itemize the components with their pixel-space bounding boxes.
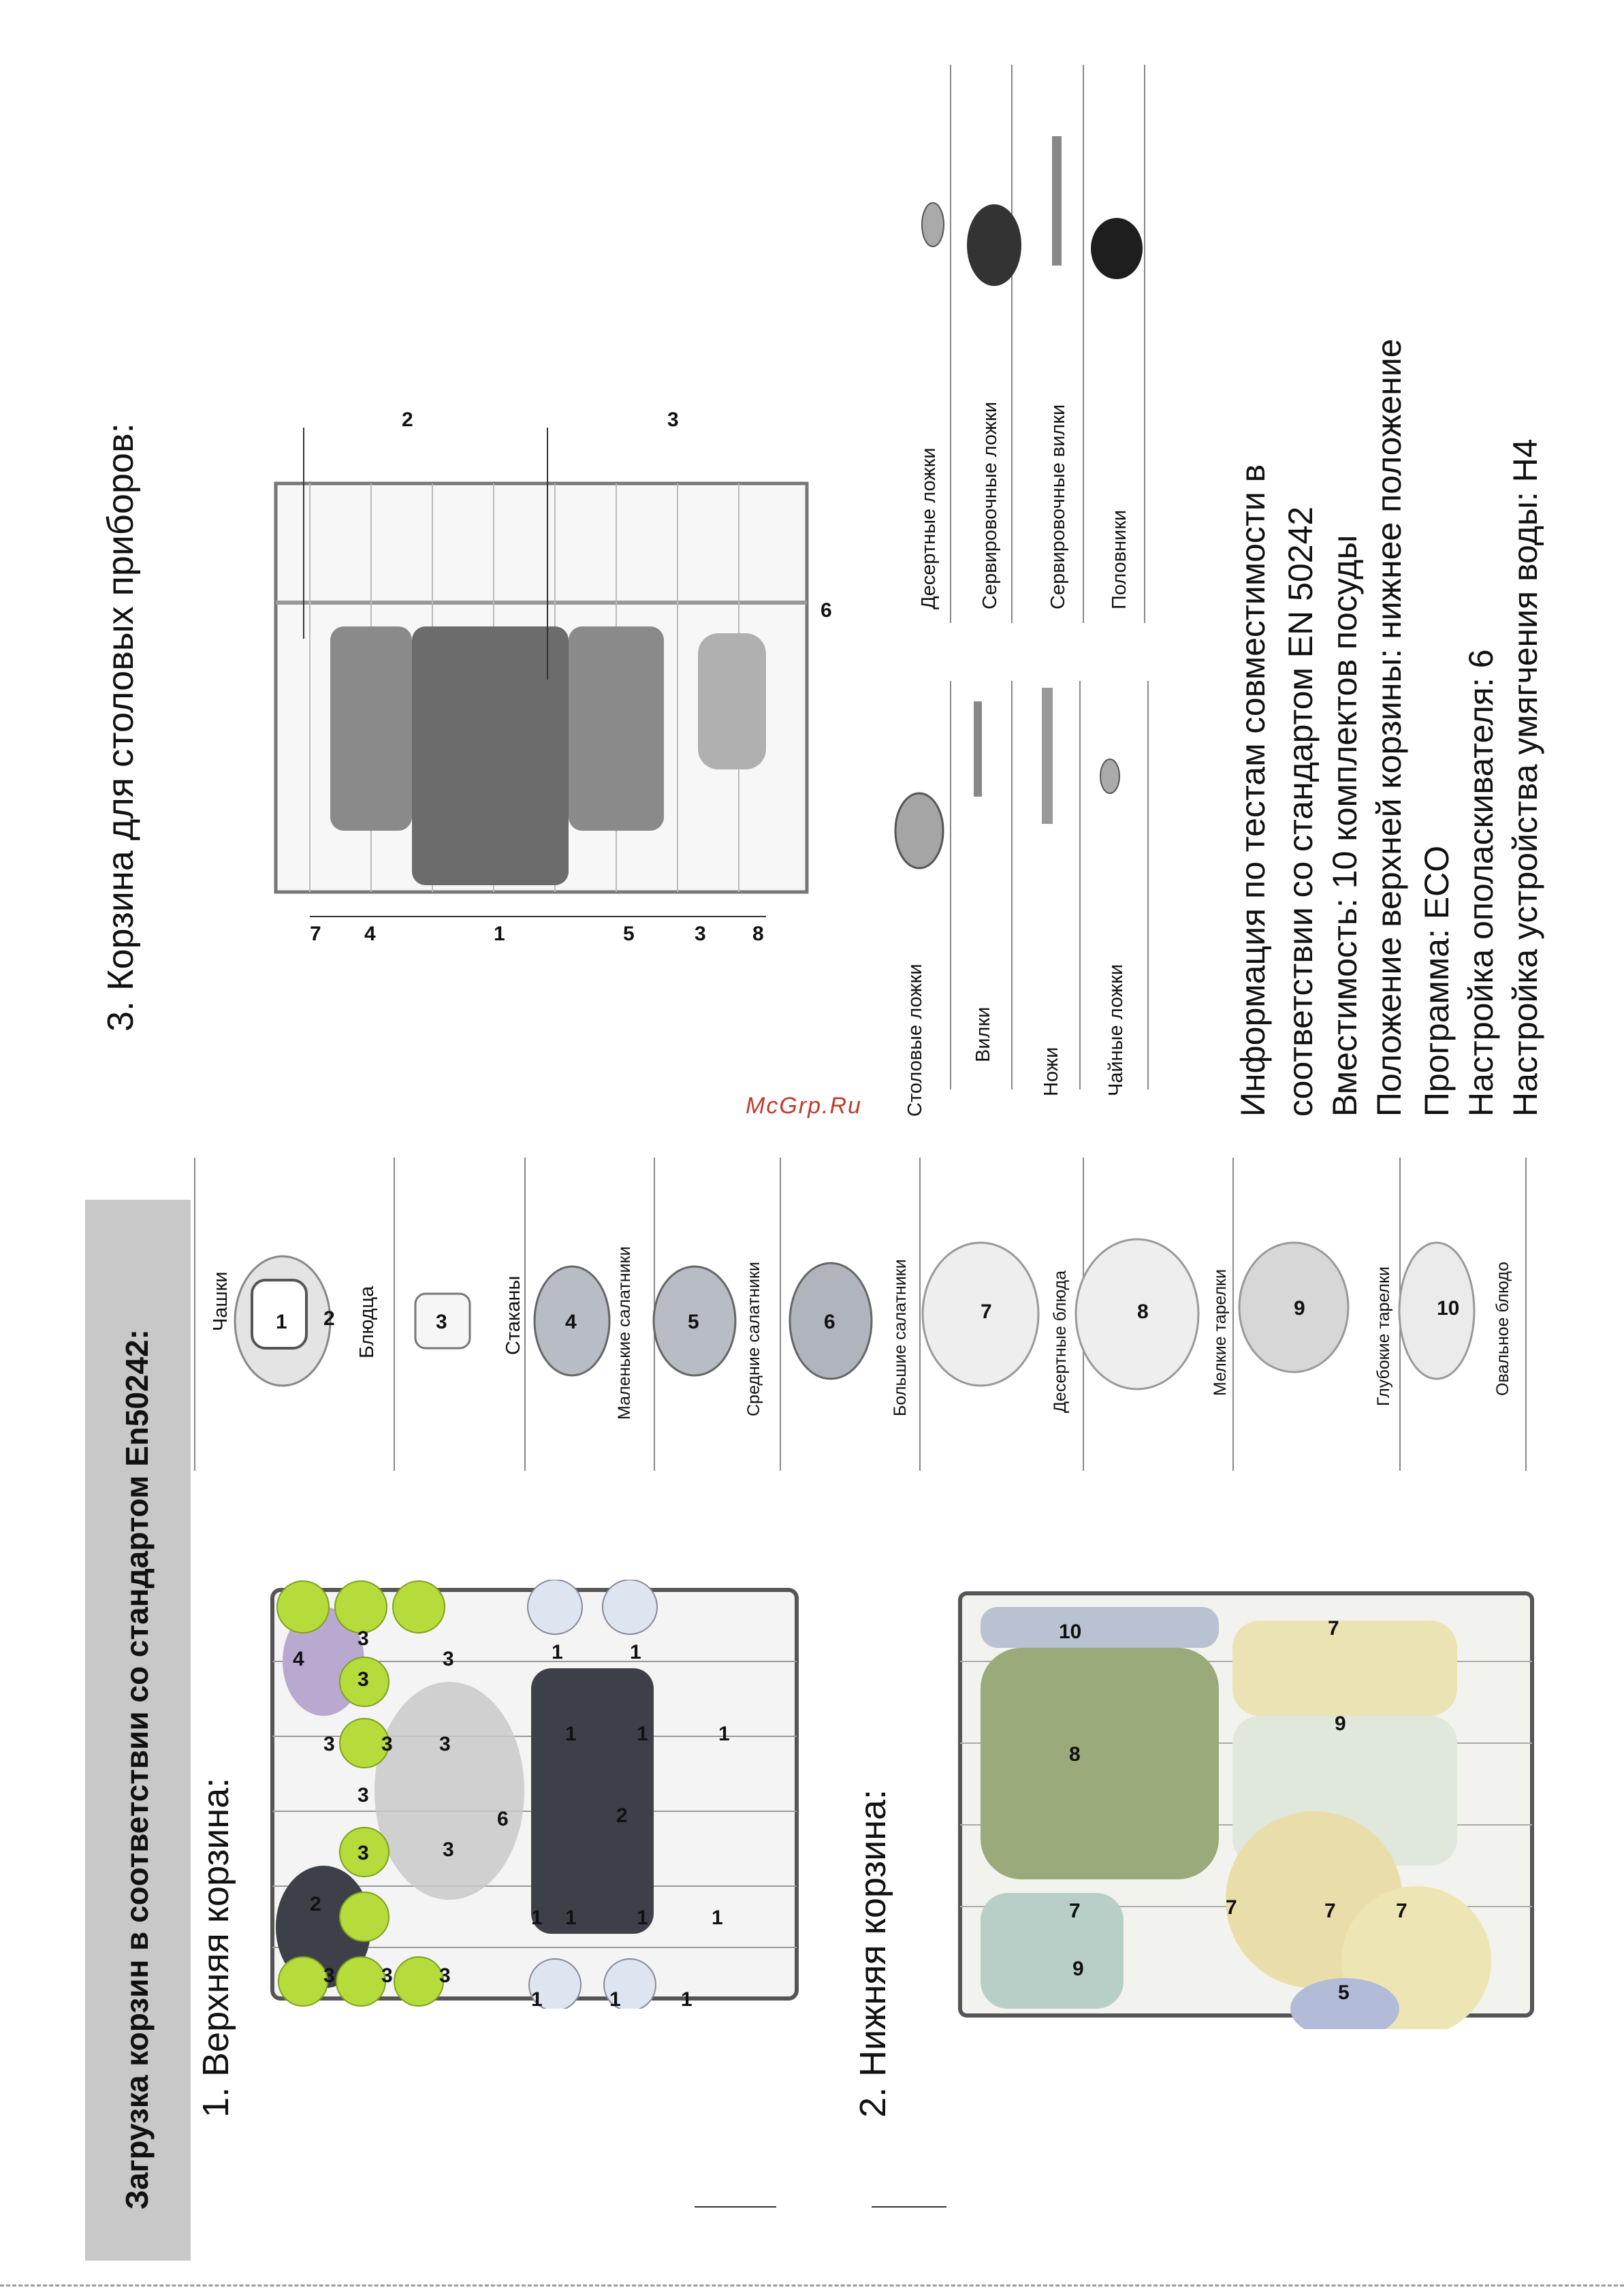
dish-label: Блюдца <box>356 1286 378 1358</box>
upper-num: 3 <box>357 1668 369 1691</box>
info-line: соответствии со стандартом EN 50242 <box>1281 506 1320 1117</box>
upper-num: 2 <box>310 1893 321 1915</box>
cutlery-label-left: Чайные ложки <box>1105 963 1127 1096</box>
info-line: Настройка устройства умягчения воды: H4 <box>1506 439 1544 1117</box>
section-lower-basket-title: 2. Нижняя корзина: <box>853 1789 893 2118</box>
upper-basket-image <box>262 1580 807 2009</box>
bracket-bottom-num: 3 <box>695 923 706 945</box>
section-cutlery-basket-title: 3. Корзина для столовых приборов: <box>100 423 141 1032</box>
bracket-top-num: 3 <box>667 409 679 431</box>
bracket-side-num: 6 <box>821 599 832 622</box>
lower-num: 9 <box>1072 1958 1084 1980</box>
upper-num: 3 <box>381 1964 393 1987</box>
upper-num: 3 <box>381 1733 393 1755</box>
soup-plates-left <box>981 1893 1124 2009</box>
info-line: Информация по тестам совместимости в <box>1234 464 1272 1117</box>
upper-num: 3 <box>357 1784 369 1806</box>
upper-num: 1 <box>609 1988 621 2011</box>
ladle-icon <box>1091 218 1143 279</box>
legend-divider <box>1525 1158 1527 1471</box>
dish-num: 3 <box>436 1311 447 1333</box>
tablespoon-icon <box>895 793 943 868</box>
page-mark <box>872 2206 946 2208</box>
lower-num: 5 <box>1338 1981 1350 2004</box>
bracket-bottom-num: 1 <box>494 923 505 945</box>
upper-num: 4 <box>293 1648 304 1670</box>
upper-num: 3 <box>439 1964 451 1987</box>
bracket-bottom <box>310 916 766 917</box>
upper-num: 6 <box>497 1808 509 1830</box>
dinner-plates <box>981 1648 1219 1879</box>
lower-num: 8 <box>1069 1743 1081 1766</box>
dish-num: 9 <box>1294 1297 1305 1320</box>
upper-num: 3 <box>439 1733 451 1755</box>
dish-label: Десертные блюда <box>1051 1270 1070 1413</box>
cutlery-label-left: Столовые ложки <box>904 963 926 1117</box>
cutlery-label-left: Вилки <box>972 1006 994 1062</box>
large-salad-bowl <box>375 1682 524 1900</box>
upper-num: 1 <box>681 1988 692 2011</box>
dish-num: 10 <box>1437 1297 1460 1320</box>
page-title: Загрузка корзин в соответствии со стандартом En50242: <box>119 1329 155 2210</box>
dessert-spoon-icon <box>922 203 944 246</box>
cutlery-legend-divider <box>1147 681 1149 1089</box>
dish-label: Большие салатники <box>891 1259 910 1416</box>
fork-icon <box>974 701 982 797</box>
dish-num: 2 <box>323 1307 335 1330</box>
bracket-bottom-num: 5 <box>623 923 635 945</box>
dish-label: Мелкие тарелки <box>1211 1269 1230 1396</box>
lower-num: 9 <box>1335 1712 1346 1735</box>
cutlery-label-right: Половники <box>1109 509 1130 609</box>
lower-basket-image <box>953 1580 1539 2029</box>
info-line: Вместимость: 10 комплектов посуды <box>1326 535 1364 1117</box>
cutlery-label-right: Сервировочные ложки <box>979 401 1001 609</box>
dish-num: 1 <box>276 1311 287 1333</box>
knife-icon <box>1042 688 1053 824</box>
upper-num: 3 <box>323 1733 335 1755</box>
dish-icons <box>232 1226 1484 1430</box>
upper-num: 1 <box>565 1907 577 1929</box>
dish-num: 4 <box>565 1311 577 1333</box>
upper-num: 1 <box>630 1641 641 1663</box>
lower-num: 7 <box>1324 1900 1336 1922</box>
cutlery-legend-divider <box>1144 65 1145 623</box>
watermark: McGrp.Ru <box>746 1093 862 1119</box>
upper-num: 1 <box>552 1641 563 1663</box>
cutlery-label-right: Десертные ложки <box>918 447 940 609</box>
upper-num: 3 <box>443 1648 454 1670</box>
dish-num: 5 <box>688 1311 699 1333</box>
upper-num: 1 <box>637 1723 648 1745</box>
bracket-top-2 <box>303 428 304 639</box>
bracket-bottom-num: 4 <box>364 923 376 945</box>
dish-label: Чашки <box>210 1271 232 1331</box>
dish-label: Овальное блюдо <box>1493 1262 1512 1396</box>
dish-label: Глубокие тарелки <box>1374 1266 1393 1406</box>
upper-num: 3 <box>323 1964 335 1987</box>
info-line: Программа: ECO <box>1418 845 1456 1117</box>
dish-label: Маленькие салатники <box>615 1246 634 1420</box>
teaspoon-icon <box>1100 759 1119 793</box>
saucer-stack <box>531 1668 654 1934</box>
bracket-top-num: 2 <box>402 409 413 431</box>
page-mark <box>695 2206 776 2208</box>
bracket-bottom-num: 8 <box>752 923 764 945</box>
upper-num: 1 <box>637 1907 648 1929</box>
lower-num: 7 <box>1328 1617 1339 1640</box>
dessert-plates-top <box>1232 1621 1457 1716</box>
lower-num: 7 <box>1069 1900 1081 1922</box>
lower-num: 7 <box>1226 1896 1237 1919</box>
serving-spoon-icon <box>967 204 1021 286</box>
lower-num: 10 <box>1059 1621 1082 1643</box>
dish-label: Стаканы <box>503 1275 524 1355</box>
dish-num: 8 <box>1137 1301 1149 1323</box>
cutlery-label-right: Сервировочные вилки <box>1047 404 1069 609</box>
upper-num: 3 <box>357 1842 369 1864</box>
bracket-bottom-num: 7 <box>310 923 321 945</box>
dish-label: Средние салатники <box>744 1262 763 1416</box>
upper-num: 1 <box>565 1723 577 1745</box>
dish-num: 7 <box>981 1301 992 1323</box>
lower-num: 7 <box>1396 1900 1407 1922</box>
upper-num: 1 <box>718 1723 730 1745</box>
section-upper-basket-title: 1. Верхняя корзина: <box>195 1777 236 2118</box>
upper-num: 2 <box>616 1804 628 1827</box>
info-line: Положение верхней корзины: нижнее положение <box>1370 338 1408 1117</box>
upper-num: 1 <box>531 1988 543 2011</box>
upper-num: 1 <box>712 1907 723 1929</box>
upper-num: 3 <box>357 1627 369 1650</box>
info-line: Настройка ополаскивателя: 6 <box>1462 649 1500 1117</box>
cut-line <box>0 2284 1624 2287</box>
serving-fork-icon <box>1052 136 1062 266</box>
bracket-top-3 <box>547 428 548 680</box>
cutlery-label-left: Ножи <box>1040 1047 1062 1096</box>
upper-num: 1 <box>531 1907 543 1929</box>
legend-divider <box>194 1158 195 1471</box>
oval-platter <box>981 1607 1219 1648</box>
upper-num: 3 <box>443 1838 454 1861</box>
cutlery-basket-image <box>269 477 814 899</box>
dish-num: 6 <box>824 1311 835 1333</box>
